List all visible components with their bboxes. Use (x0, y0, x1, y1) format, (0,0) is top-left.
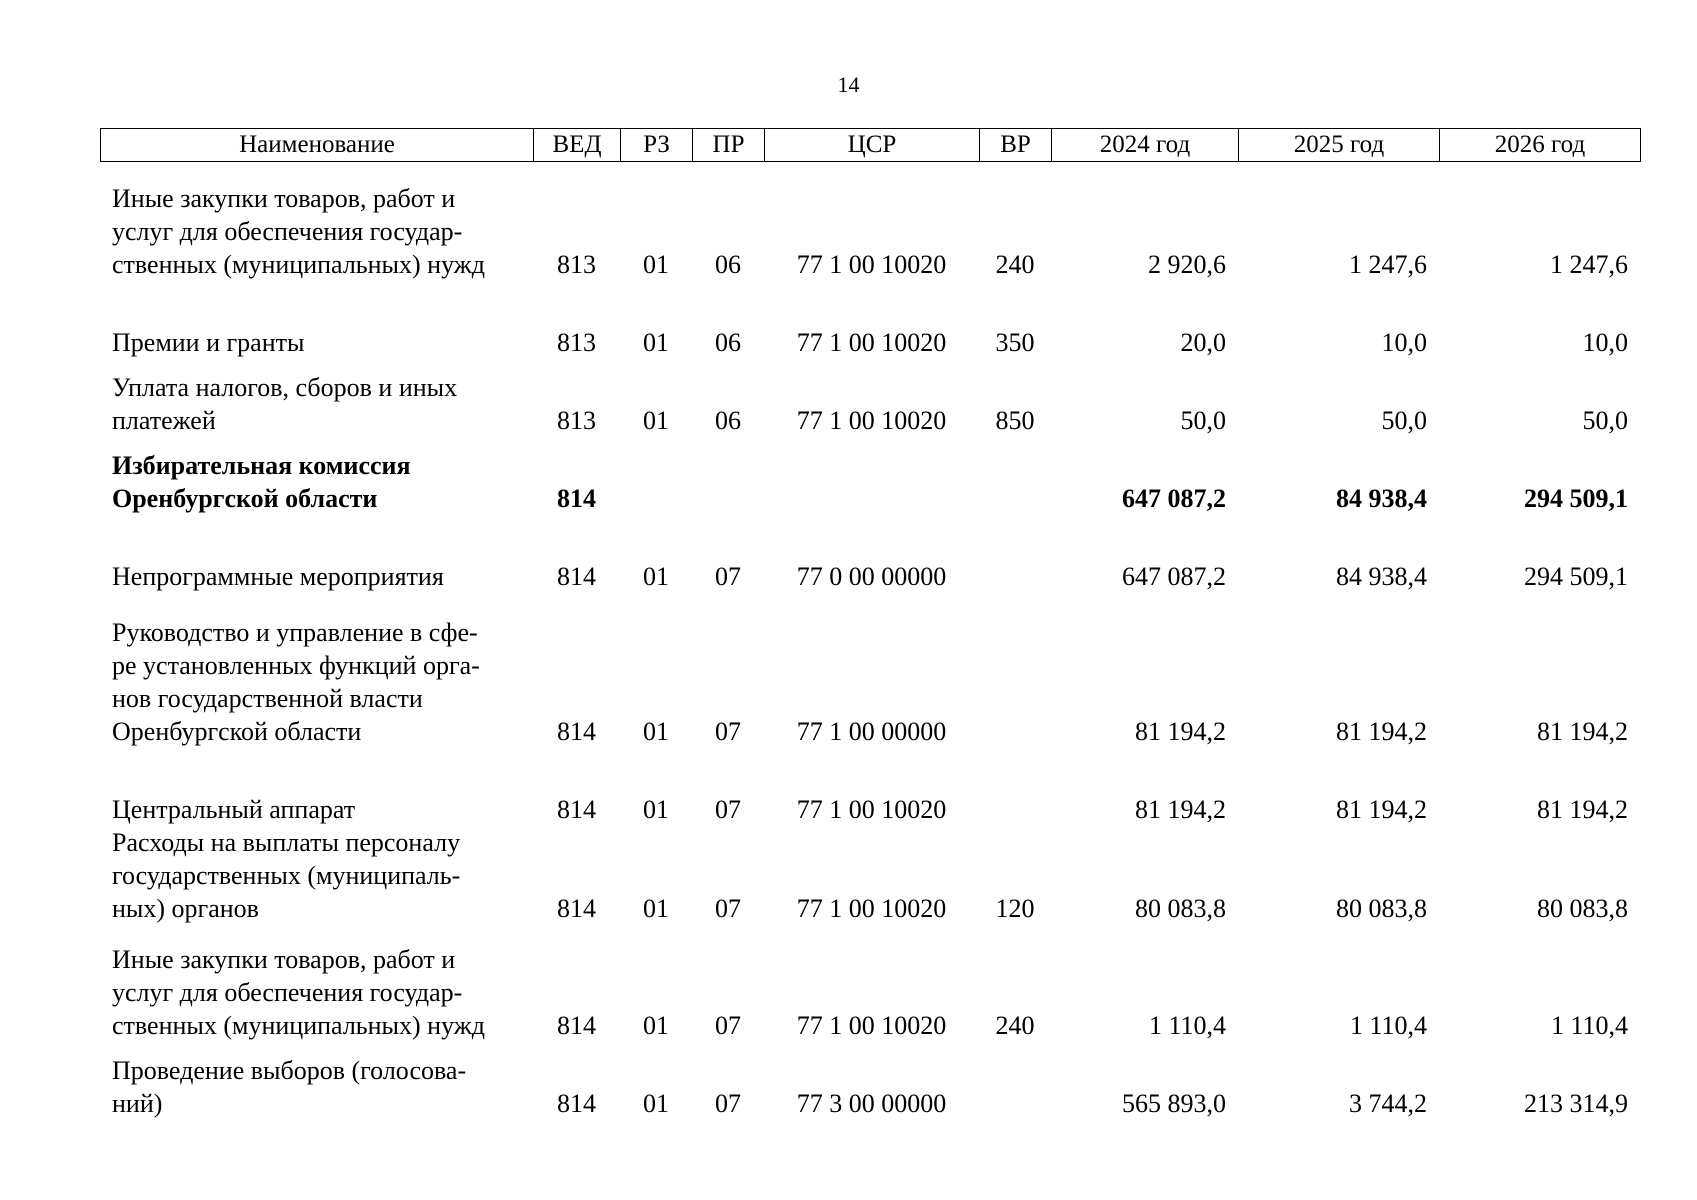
row-2026: 213 314,9 (1524, 1089, 1628, 1118)
row-csr (764, 437, 979, 515)
row-pr: 07 (715, 1011, 741, 1040)
row-rz: 01 (643, 328, 669, 357)
row-name: Проведение выборов (голосова- ний) (112, 1056, 467, 1118)
row-pr: 07 (715, 795, 741, 824)
table-row (100, 826, 1640, 925)
row-name: Расходы на выплаты персоналу государственных (муниципаль- ных) органов (112, 828, 461, 923)
row-csr: 77 1 00 10020 (796, 795, 947, 824)
row-2024: 1 110,4 (1148, 1011, 1226, 1040)
row-2025: 81 194,2 (1336, 717, 1427, 746)
row-2025: 50,0 (1381, 406, 1427, 435)
header-pr: ПР (693, 129, 765, 162)
row-csr: 77 1 00 10020 (796, 894, 947, 923)
row-2025: 1 110,4 (1349, 1011, 1427, 1040)
table-row (100, 593, 1640, 748)
row-2025: 10,0 (1381, 328, 1427, 357)
row-ved: 814 (557, 1089, 596, 1118)
table-row (100, 925, 1640, 1042)
row-rz: 01 (643, 795, 669, 824)
table-row (100, 437, 1640, 515)
row-rz: 01 (643, 250, 669, 279)
row-vr (979, 437, 1051, 515)
row-csr: 77 1 00 10020 (796, 328, 947, 357)
row-2025: 84 938,4 (1336, 484, 1427, 513)
row-pr (692, 437, 764, 515)
row-2024: 81 194,2 (1135, 795, 1226, 824)
row-rz: 01 (643, 717, 669, 746)
row-csr: 77 1 00 00000 (796, 717, 947, 746)
row-rz: 01 (643, 894, 669, 923)
row-vr: 240 (995, 250, 1035, 279)
row-name: Непрограммные мероприятия (112, 562, 444, 591)
row-2024: 647 087,2 (1122, 562, 1226, 591)
row-2026: 81 194,2 (1537, 717, 1628, 746)
table-row (100, 281, 1640, 359)
row-name: Избирательная комиссия Оренбургской области (112, 451, 411, 513)
header-2026: 2026 год (1440, 129, 1641, 162)
row-ved: 814 (557, 894, 596, 923)
page-number: 14 (837, 72, 860, 97)
row-2025: 1 247,6 (1349, 250, 1427, 279)
row-vr (979, 515, 1051, 593)
row-ved: 814 (557, 1011, 596, 1040)
row-vr (979, 593, 1051, 748)
row-vr: 350 (995, 328, 1035, 357)
row-2024: 81 194,2 (1135, 717, 1226, 746)
row-2024: 50,0 (1180, 406, 1226, 435)
table-row (100, 515, 1640, 593)
row-pr: 07 (715, 717, 741, 746)
header-ved: ВЕД (534, 129, 621, 162)
row-2026: 80 083,8 (1537, 894, 1628, 923)
row-vr (979, 748, 1051, 826)
row-2026: 1 247,6 (1550, 250, 1628, 279)
row-pr: 07 (715, 894, 741, 923)
row-ved: 814 (557, 795, 596, 824)
header-vr: ВР (980, 129, 1052, 162)
row-name: Уплата налогов, сборов и иных платежей (112, 373, 458, 435)
row-2026: 81 194,2 (1537, 795, 1628, 824)
row-pr: 06 (715, 328, 741, 357)
row-csr: 77 1 00 10020 (796, 406, 947, 435)
row-2025: 84 938,4 (1336, 562, 1427, 591)
row-vr: 850 (995, 406, 1035, 435)
header-name: Наименование (101, 129, 534, 162)
table-header (100, 128, 1641, 162)
row-vr (979, 1042, 1051, 1120)
header-2025: 2025 год (1239, 129, 1440, 162)
row-2025: 3 744,2 (1349, 1089, 1427, 1118)
row-2026: 10,0 (1582, 328, 1628, 357)
row-csr: 77 1 00 10020 (796, 1011, 947, 1040)
row-2026: 1 110,4 (1550, 1011, 1628, 1040)
row-ved: 813 (557, 328, 596, 357)
row-rz (620, 437, 692, 515)
row-2024: 20,0 (1180, 328, 1226, 357)
row-csr: 77 1 00 10020 (796, 250, 947, 279)
row-vr: 120 (995, 894, 1035, 923)
row-2024: 2 920,6 (1148, 250, 1226, 279)
table-row (100, 176, 1640, 281)
row-ved: 813 (557, 406, 596, 435)
row-pr: 06 (715, 406, 741, 435)
budget-table (100, 176, 1640, 1120)
row-rz: 01 (643, 406, 669, 435)
row-rz: 01 (643, 1011, 669, 1040)
row-2026: 294 509,1 (1524, 484, 1628, 513)
row-2024: 565 893,0 (1122, 1089, 1226, 1118)
row-ved: 813 (557, 250, 596, 279)
row-pr: 07 (715, 562, 741, 591)
header-rz: РЗ (621, 129, 693, 162)
row-2025: 80 083,8 (1336, 894, 1427, 923)
row-name: Премии и гранты (112, 328, 305, 357)
row-ved: 814 (557, 717, 596, 746)
row-name: Иные закупки товаров, работ и услуг для обеспечения государ- ственных (муниципальных) нужд (112, 184, 485, 279)
row-name: Руководство и управление в сфе- ре установленных функций орга- нов государственной власти Оренбургской области (112, 618, 480, 746)
row-rz: 01 (643, 1089, 669, 1118)
row-2024: 80 083,8 (1135, 894, 1226, 923)
row-rz: 01 (643, 562, 669, 591)
header-2024: 2024 год (1052, 129, 1239, 162)
table-row (100, 748, 1640, 826)
row-name: Центральный аппарат (112, 795, 356, 824)
row-2026: 50,0 (1582, 406, 1628, 435)
row-csr: 77 0 00 00000 (796, 562, 947, 591)
row-ved: 814 (557, 484, 596, 513)
row-pr: 07 (715, 1089, 741, 1118)
row-name: Иные закупки товаров, работ и услуг для обеспечения государ- ственных (муниципальных) нужд (112, 945, 485, 1040)
row-ved: 814 (557, 562, 596, 591)
row-csr: 77 3 00 00000 (796, 1089, 947, 1118)
table-row (100, 1042, 1640, 1120)
table-row (100, 359, 1640, 437)
row-2025: 81 194,2 (1336, 795, 1427, 824)
row-2026: 294 509,1 (1524, 562, 1628, 591)
row-vr: 240 (995, 1011, 1035, 1040)
row-pr: 06 (715, 250, 741, 279)
header-csr: ЦСР (765, 129, 980, 162)
row-2024: 647 087,2 (1122, 484, 1226, 513)
